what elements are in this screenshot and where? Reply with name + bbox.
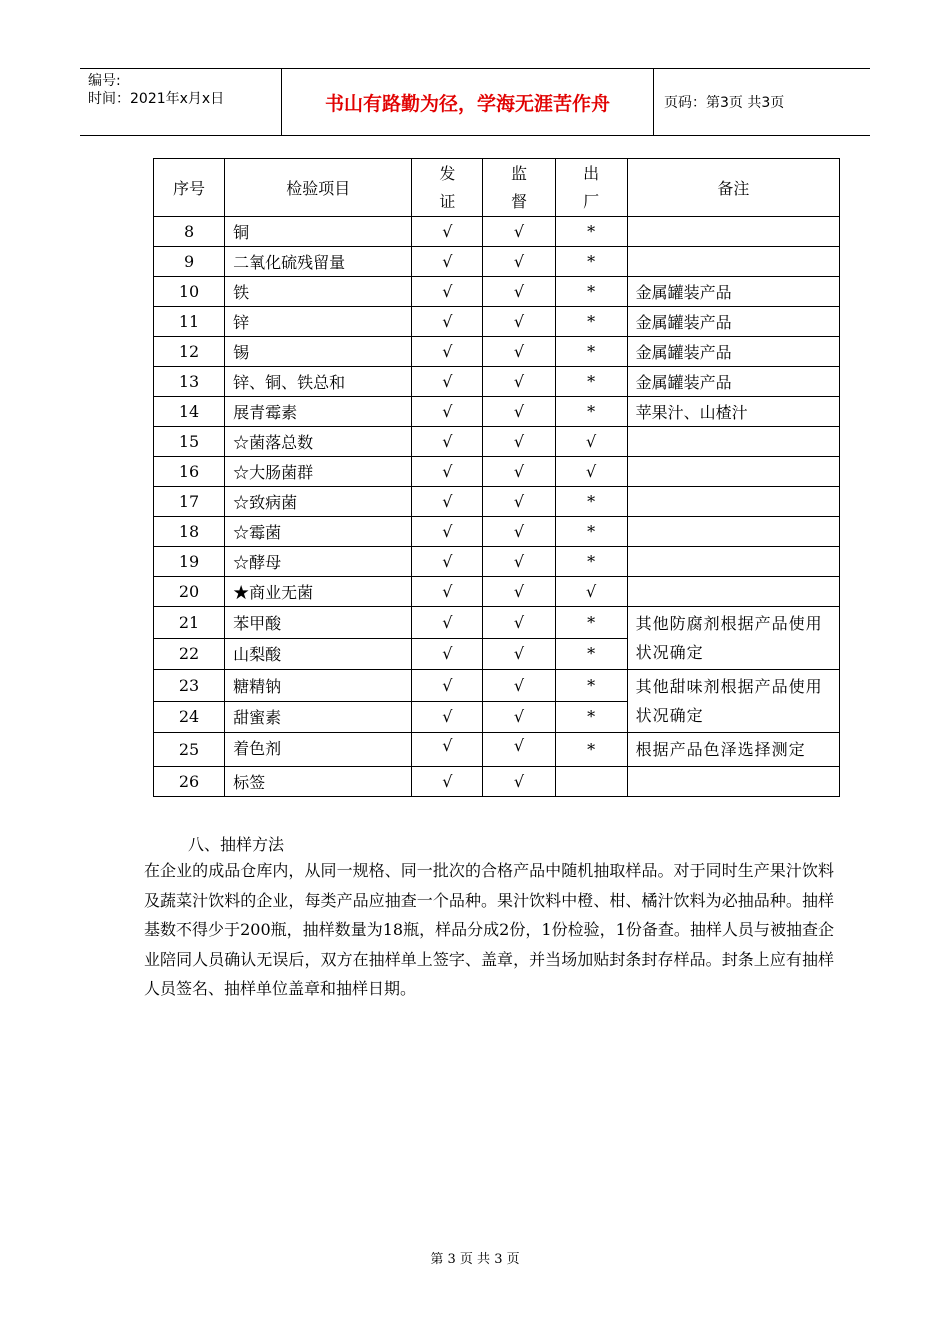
table-row	[154, 670, 840, 702]
table-row	[154, 733, 840, 767]
row-cc: *	[555, 517, 627, 547]
row-jd: √	[483, 307, 555, 337]
row-fa: √	[412, 277, 483, 307]
table-row	[154, 547, 840, 577]
row-jd: √	[483, 247, 555, 277]
row-cc: *	[555, 337, 627, 367]
row-note: 苹果汁、山楂汁	[627, 397, 839, 427]
row-item: ☆大肠菌群	[225, 457, 412, 487]
row-jd: √	[483, 733, 555, 767]
row-cc: *	[555, 607, 627, 639]
row-cc: *	[555, 217, 627, 247]
row-item: ★商业无菌	[225, 577, 412, 607]
row-cc: *	[555, 670, 627, 702]
row-item: 标签	[225, 767, 412, 797]
row-cc: *	[555, 638, 627, 670]
header-note: 备注	[627, 159, 839, 217]
header-item: 检验项目	[225, 159, 412, 217]
row-cc: *	[555, 397, 627, 427]
row-jd: √	[483, 607, 555, 639]
header-jd-text: 监督	[510, 163, 527, 211]
row-cc: *	[555, 247, 627, 277]
header-cc-text: 出厂	[583, 163, 600, 211]
row-jd: √	[483, 767, 555, 797]
row-fa: √	[412, 427, 483, 457]
row-no: 10	[154, 277, 225, 307]
header-meta	[80, 69, 282, 135]
row-no: 19	[154, 547, 225, 577]
row-item: 苯甲酸	[225, 607, 412, 639]
row-no: 23	[154, 670, 225, 702]
row-fa: √	[412, 701, 483, 733]
row-item: 铁	[225, 277, 412, 307]
table-row	[154, 427, 840, 457]
row-item: ☆酵母	[225, 547, 412, 577]
row-cc: *	[555, 367, 627, 397]
header-no: 序号	[154, 159, 225, 217]
document-header	[80, 68, 870, 136]
row-cc: √	[555, 457, 627, 487]
inspection-table	[153, 158, 840, 797]
row-fa: √	[412, 638, 483, 670]
table-row	[154, 767, 840, 797]
row-fa: √	[412, 607, 483, 639]
row-no: 21	[154, 607, 225, 639]
table-row	[154, 487, 840, 517]
row-no: 16	[154, 457, 225, 487]
row-jd: √	[483, 547, 555, 577]
row-item: 着色剂	[225, 733, 412, 767]
table-row	[154, 277, 840, 307]
table-row	[154, 307, 840, 337]
row-no: 13	[154, 367, 225, 397]
table-row	[154, 517, 840, 547]
row-fa: √	[412, 337, 483, 367]
row-note	[627, 457, 839, 487]
row-item: 锌	[225, 307, 412, 337]
row-jd: √	[483, 277, 555, 307]
row-jd: √	[483, 517, 555, 547]
row-no: 18	[154, 517, 225, 547]
section-title: 八、抽样方法	[188, 835, 285, 854]
row-note	[627, 577, 839, 607]
row-fa: √	[412, 457, 483, 487]
row-note	[627, 247, 839, 277]
row-item: ☆霉菌	[225, 517, 412, 547]
row-item: 糖精钠	[225, 670, 412, 702]
row-jd: √	[483, 217, 555, 247]
row-item: 锡	[225, 337, 412, 367]
number-label: 编号:	[88, 73, 121, 89]
row-no: 25	[154, 733, 225, 767]
row-jd: √	[483, 670, 555, 702]
table-row	[154, 247, 840, 277]
table-header-row	[154, 159, 840, 217]
row-note: 根据产品色泽选择测定	[627, 733, 839, 767]
row-no: 14	[154, 397, 225, 427]
row-fa: √	[412, 397, 483, 427]
header-fa-text: 发证	[439, 163, 456, 211]
row-fa: √	[412, 307, 483, 337]
table-row	[154, 367, 840, 397]
row-fa: √	[412, 217, 483, 247]
row-jd: √	[483, 701, 555, 733]
row-no: 12	[154, 337, 225, 367]
row-note	[627, 547, 839, 577]
row-note: 金属罐装产品	[627, 277, 839, 307]
header-page-info: 页码：第3页 共3页	[664, 95, 785, 111]
row-cc: *	[555, 547, 627, 577]
row-jd: √	[483, 638, 555, 670]
row-fa: √	[412, 577, 483, 607]
row-item: 甜蜜素	[225, 701, 412, 733]
row-fa: √	[412, 247, 483, 277]
row-cc: √	[555, 427, 627, 457]
row-note	[627, 217, 839, 247]
row-note: 金属罐装产品	[627, 307, 839, 337]
row-jd: √	[483, 367, 555, 397]
row-item: 锌、铜、铁总和	[225, 367, 412, 397]
row-jd: √	[483, 337, 555, 367]
row-jd: √	[483, 427, 555, 457]
table-row	[154, 337, 840, 367]
row-cc: *	[555, 277, 627, 307]
row-item: 山梨酸	[225, 638, 412, 670]
row-no: 20	[154, 577, 225, 607]
row-fa: √	[412, 517, 483, 547]
row-note	[627, 427, 839, 457]
section-paragraph: 在企业的成品仓库内，从同一规格、同一批次的合格产品中随机抽取样品。对于同时生产果汁饮料及蔬菜汁饮料的企业，每类产品应抽查一个品种。果汁饮料中橙、柑、橘汁饮料为必抽品种。抽样基数不得少于200瓶，抽样数量为18瓶，样品分成2份，1份检验，1份备查。抽样人员与被抽查企业陪同人员确认无误后，双方在抽样单上签字、盖章，并当场加贴封条封存样品。封条上应有抽样人员签名、抽样单位盖章和抽样日期。	[144, 861, 834, 998]
table-row	[154, 397, 840, 427]
row-fa: √	[412, 367, 483, 397]
row-fa: √	[412, 767, 483, 797]
header-cc	[555, 159, 627, 217]
header-fa	[412, 159, 483, 217]
row-no: 26	[154, 767, 225, 797]
table-row	[154, 577, 840, 607]
row-no: 22	[154, 638, 225, 670]
row-cc: √	[555, 577, 627, 607]
row-cc: *	[555, 733, 627, 767]
row-no: 15	[154, 427, 225, 457]
time-label: 时间：2021年x月x日	[88, 91, 225, 107]
row-no: 17	[154, 487, 225, 517]
row-no: 24	[154, 701, 225, 733]
row-item: 展青霉素	[225, 397, 412, 427]
page-footer: 第 3 页 共 3 页	[430, 1252, 520, 1267]
table-row	[154, 457, 840, 487]
table-row	[154, 607, 840, 639]
row-item: 二氧化硫残留量	[225, 247, 412, 277]
row-note: 金属罐装产品	[627, 337, 839, 367]
row-jd: √	[483, 457, 555, 487]
row-cc: *	[555, 307, 627, 337]
header-jd	[483, 159, 555, 217]
row-no: 8	[154, 217, 225, 247]
row-jd: √	[483, 397, 555, 427]
row-item: ☆菌落总数	[225, 427, 412, 457]
row-cc: *	[555, 701, 627, 733]
row-note: 金属罐装产品	[627, 367, 839, 397]
row-note	[627, 487, 839, 517]
row-jd: √	[483, 577, 555, 607]
row-jd: √	[483, 487, 555, 517]
row-fa: √	[412, 487, 483, 517]
row-note	[627, 517, 839, 547]
row-no: 11	[154, 307, 225, 337]
header-motto: 书山有路勤为径，学海无涯苦作舟	[282, 69, 654, 135]
row-fa: √	[412, 670, 483, 702]
row-item: ☆致病菌	[225, 487, 412, 517]
row-note	[627, 767, 839, 797]
row-no: 9	[154, 247, 225, 277]
row-cc	[555, 767, 627, 797]
table-row	[154, 217, 840, 247]
row-fa: √	[412, 547, 483, 577]
row-note-preservative: 其他防腐剂根据产品使用状况确定	[627, 607, 839, 670]
row-note-sweetener: 其他甜味剂根据产品使用状况确定	[627, 670, 839, 733]
row-fa: √	[412, 733, 483, 767]
row-cc: *	[555, 487, 627, 517]
row-item: 铜	[225, 217, 412, 247]
